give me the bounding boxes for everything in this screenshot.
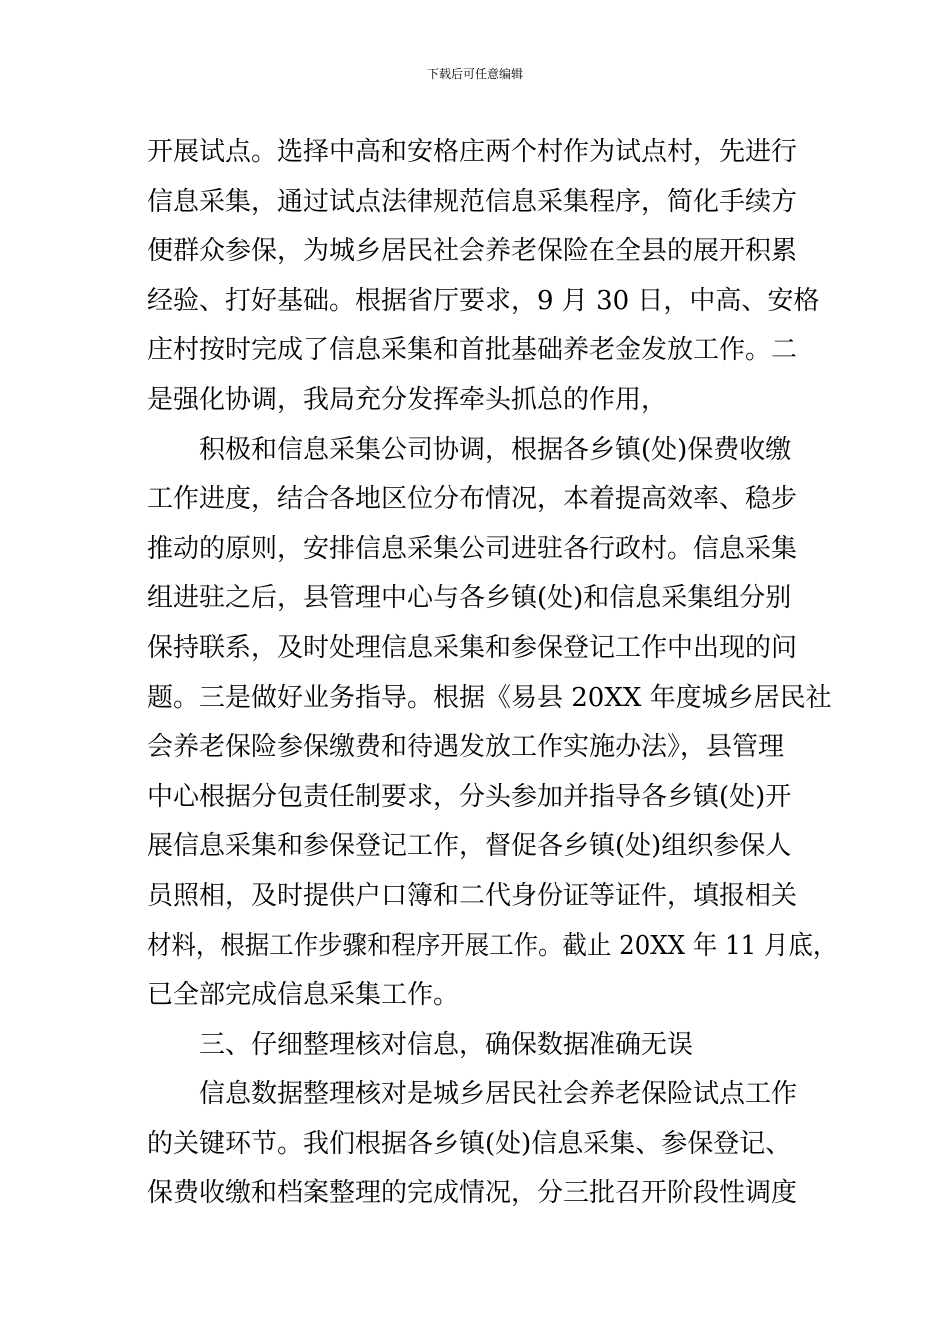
paragraph-start-line: 积极和信息采集公司协调，根据各乡镇(处)保费收缴 (199, 434, 792, 465)
text-line: 的关键环节。我们根据各乡镇(处)信息采集、参保登记、 (147, 1128, 792, 1159)
text-line: 题。三是做好业务指导。根据《易县 20XX 年度城乡居民社 (147, 682, 832, 713)
text-line: 会养老保险参保缴费和待遇发放工作实施办法》，县管理 (147, 732, 785, 763)
text-line: 保持联系，及时处理信息采集和参保登记工作中出现的问 (147, 632, 798, 663)
document-body (147, 128, 838, 1219)
text-line: 员照相，及时提供户口簿和二代身份证等证件，填报相关 (147, 880, 798, 911)
text-line: 信息采集，通过试点法律规范信息采集程序，简化手续方 (147, 186, 798, 217)
text-line: 经验、打好基础。根据省厅要求，9 月 30 日，中高、安格 (147, 285, 820, 316)
text-line: 材料，根据工作步骤和程序开展工作。截止 20XX 年 11 月底， (147, 930, 838, 961)
text-line: 庄村按时完成了信息采集和首批基础养老金发放工作。二 (147, 335, 798, 366)
text-line: 中心根据分包责任制要求，分头参加并指导各乡镇(处)开 (147, 781, 792, 812)
page-header: 下载后可任意编辑 (426, 67, 523, 81)
text-line: 工作进度，结合各地区位分布情况，本着提高效率、稳步 (147, 484, 798, 515)
paragraph-start-line: 信息数据整理核对是城乡居民社会养老保险试点工作 (199, 1079, 798, 1110)
text-line: 便群众参保，为城乡居民社会养老保险在全县的展开积累 (147, 236, 798, 267)
text-line: 是强化协调，我局充分发挥牵头抓总的作用， (147, 384, 668, 415)
text-line: 推动的原则，安排信息采集公司进驻各行政村。信息采集 (147, 533, 798, 564)
text-line: 已全部完成信息采集工作。 (147, 980, 460, 1011)
text-line: 保费收缴和档案整理的完成情况，分三批召开阶段性调度 (147, 1178, 798, 1209)
section-heading: 三、仔细整理核对信息，确保数据准确无误 (199, 1029, 694, 1060)
text-line: 组进驻之后，县管理中心与各乡镇(处)和信息采集组分别 (147, 583, 792, 614)
text-line: 展信息采集和参保登记工作，督促各乡镇(处)组织参保人 (147, 831, 792, 862)
text-line: 开展试点。选择中高和安格庄两个村作为试点村，先进行 (147, 137, 798, 167)
